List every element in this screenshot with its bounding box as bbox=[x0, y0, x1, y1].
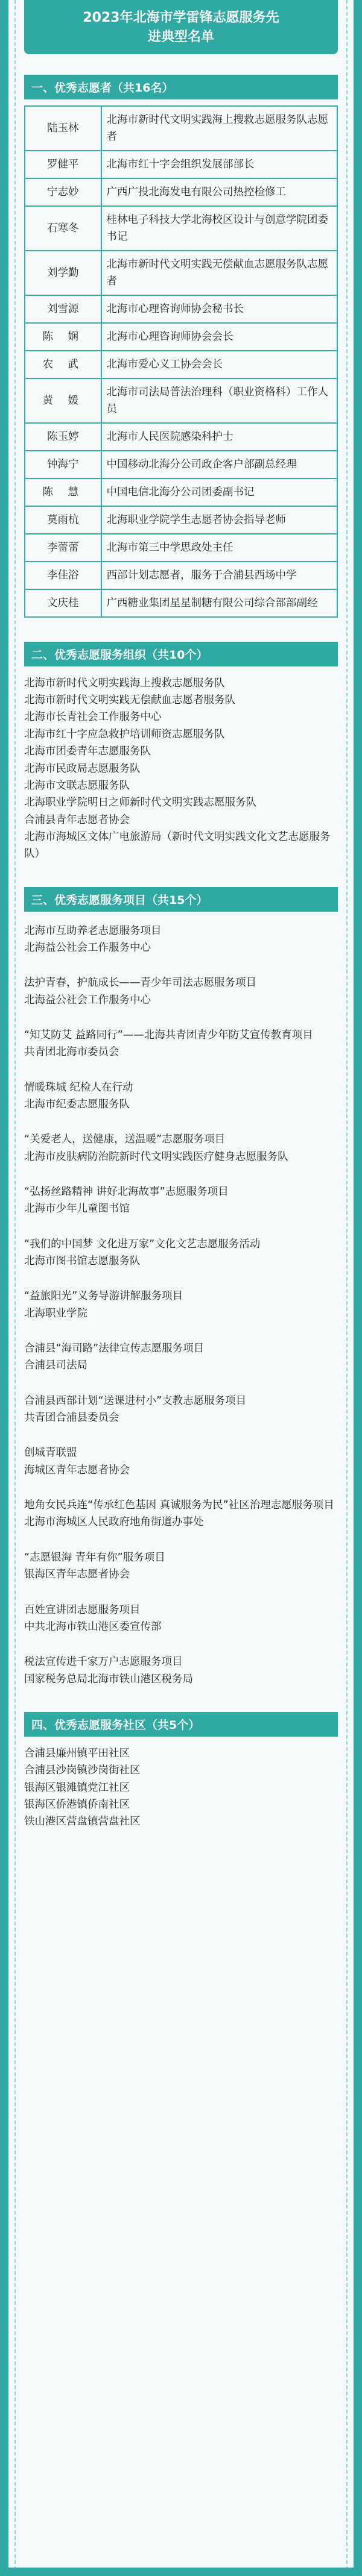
volunteer-affiliation: 北海市司法局普法治理科（职业资格科）工作人员 bbox=[101, 378, 338, 423]
table-row bbox=[25, 562, 337, 589]
organization-list bbox=[24, 675, 338, 863]
project-entry bbox=[24, 1549, 338, 1584]
project-list bbox=[24, 923, 338, 1688]
project-name: 合浦县西部计划“送课进村小”支教志愿服务项目 bbox=[24, 1394, 247, 1407]
section-heading-projects: 三、优秀志愿服务项目（共15个） bbox=[24, 887, 338, 912]
volunteer-name: 文庆桂 bbox=[25, 589, 101, 617]
list-item: 北海市红十字应急救护培训师资志愿服务队 bbox=[24, 728, 225, 741]
project-organizer: 共青团北海市委员会 bbox=[24, 1046, 119, 1059]
table-row bbox=[25, 151, 337, 178]
project-name: “志愿银海 青年有你”服务项目 bbox=[24, 1551, 165, 1564]
volunteer-affiliation: 北海市心理咨询师协会秘书长 bbox=[101, 295, 338, 323]
project-entry bbox=[24, 1497, 338, 1531]
volunteer-name: 刘雪源 bbox=[25, 295, 101, 323]
title-line-2: 进典型名单 bbox=[147, 29, 214, 45]
project-organizer: 国家税务总局北海市铁山港区税务局 bbox=[24, 1673, 193, 1685]
volunteer-affiliation: 北海市人民医院感染科护士 bbox=[101, 423, 338, 451]
table-row bbox=[25, 251, 337, 295]
table-row bbox=[25, 423, 337, 451]
table-row bbox=[25, 295, 337, 323]
section-heading-volunteers: 一、优秀志愿者（共16名） bbox=[24, 75, 338, 99]
list-item: 北海市海城区文体广电旅游局（新时代文明实践文化文艺志愿服务队） bbox=[24, 830, 331, 860]
project-entry bbox=[24, 1131, 338, 1165]
project-name: 税法宣传进千家万户志愿服务项目 bbox=[24, 1656, 183, 1669]
volunteer-name: 陈娴 bbox=[25, 323, 101, 351]
table-row bbox=[25, 506, 337, 534]
volunteer-affiliation: 北海职业学院学生志愿者协会指导老师 bbox=[101, 506, 338, 534]
project-entry bbox=[24, 1027, 338, 1061]
project-name: 地角女民兵连“传承红色基因 真诚服务为民”社区治理志愿服务项目 bbox=[24, 1499, 334, 1512]
volunteer-affiliation: 北海市新时代文明实践海上搜救志愿服务队志愿者 bbox=[101, 106, 338, 151]
project-name: 北海市互助养老志愿服务项目 bbox=[24, 924, 162, 937]
table-row bbox=[25, 206, 337, 251]
section-heading-organizations: 二、优秀志愿服务组织（共10个） bbox=[24, 642, 338, 666]
project-entry bbox=[24, 1340, 338, 1374]
page-title bbox=[24, 0, 338, 54]
list-item: 铁山港区营盘镇营盘社区 bbox=[24, 1816, 141, 1828]
volunteer-name: 石寒冬 bbox=[25, 206, 101, 251]
table-row bbox=[25, 178, 337, 206]
list-item: 北海市新时代文明实践海上搜救志愿服务队 bbox=[24, 677, 225, 689]
table-row bbox=[25, 351, 337, 378]
list-item: 北海市团委青年志愿服务队 bbox=[24, 745, 151, 758]
project-organizer: 北海益公社会工作服务中心 bbox=[24, 994, 151, 1006]
project-name: “知艾防艾 益路同行”——北海共青团青少年防艾宣传教育项目 bbox=[24, 1029, 313, 1041]
list-item: 合浦县青年志愿者协会 bbox=[24, 813, 130, 826]
project-entry bbox=[24, 1653, 338, 1688]
project-entry bbox=[24, 1288, 338, 1322]
project-name: 法护青春，护航成长——青少年司法志愿服务项目 bbox=[24, 977, 256, 989]
volunteer-table bbox=[24, 105, 338, 618]
project-organizer: 共青团合浦县委员会 bbox=[24, 1412, 119, 1424]
list-item: 银海区银滩镇党江社区 bbox=[24, 1781, 130, 1794]
project-organizer: 北海市图书馆志愿服务队 bbox=[24, 1255, 141, 1268]
list-item: 合浦县沙岗镇沙岗街社区 bbox=[24, 1764, 141, 1777]
volunteer-name: 罗健平 bbox=[25, 151, 101, 178]
volunteer-name: 宁志妙 bbox=[25, 178, 101, 206]
volunteer-affiliation: 中国移动北海分公司政企客户部副总经理 bbox=[101, 451, 338, 478]
project-organizer: 合浦县司法局 bbox=[24, 1359, 87, 1372]
project-entry bbox=[24, 1602, 338, 1636]
project-entry bbox=[24, 923, 338, 957]
community-list bbox=[24, 1745, 338, 1831]
table-row bbox=[25, 534, 337, 562]
volunteer-name: 黄媛 bbox=[25, 378, 101, 423]
volunteer-affiliation: 北海市红十字会组织发展部部长 bbox=[101, 151, 338, 178]
project-entry bbox=[24, 1393, 338, 1427]
list-item: 北海市长青社会工作服务中心 bbox=[24, 711, 162, 724]
volunteer-name: 陈慧 bbox=[25, 478, 101, 506]
volunteer-name: 李佳浴 bbox=[25, 562, 101, 589]
project-entry bbox=[24, 1236, 338, 1270]
project-entry bbox=[24, 1079, 338, 1114]
project-entry bbox=[24, 1183, 338, 1218]
volunteer-name: 陈玉婷 bbox=[25, 423, 101, 451]
table-row bbox=[25, 323, 337, 351]
volunteer-affiliation: 北海市第三中学思政处主任 bbox=[101, 534, 338, 562]
volunteer-name: 李蕾蕾 bbox=[25, 534, 101, 562]
title-line-1: 2023年北海市学雷锋志愿服务先 bbox=[83, 10, 279, 25]
project-name: 合浦县“海司路”法律宣传志愿服务项目 bbox=[24, 1343, 205, 1355]
table-row bbox=[25, 378, 337, 423]
volunteer-affiliation: 北海市心理咨询师协会会长 bbox=[101, 323, 338, 351]
list-item: 北海职业学院明日之师新时代文明实践志愿服务队 bbox=[24, 797, 256, 809]
table-row bbox=[25, 478, 337, 506]
volunteer-name: 陆玉林 bbox=[25, 106, 101, 151]
project-entry bbox=[24, 974, 338, 1009]
table-row bbox=[25, 589, 337, 617]
volunteer-name: 钟海宁 bbox=[25, 451, 101, 478]
project-name: “益旅阳光”义务导游讲解服务项目 bbox=[24, 1290, 183, 1303]
project-organizer: 北海市纪委志愿服务队 bbox=[24, 1098, 130, 1111]
table-row bbox=[25, 106, 337, 151]
project-name: 创城青联盟 bbox=[24, 1447, 77, 1459]
list-item: 北海市文联志愿服务队 bbox=[24, 779, 130, 792]
project-name: 百姓宣讲团志愿服务项目 bbox=[24, 1603, 141, 1616]
project-entry bbox=[24, 1444, 338, 1479]
volunteer-affiliation: 桂林电子科技大学北海校区设计与创意学院团委书记 bbox=[101, 206, 338, 251]
section-heading-communities: 四、优秀志愿服务社区（共5个） bbox=[24, 1712, 338, 1737]
table-row bbox=[25, 451, 337, 478]
volunteer-affiliation: 中国电信北海分公司团委副书记 bbox=[101, 478, 338, 506]
volunteer-affiliation: 北海市爱心义工协会会长 bbox=[101, 351, 338, 378]
volunteer-affiliation: 广西糖业集团星星制糖有限公司综合部部副经 bbox=[101, 589, 338, 617]
volunteer-name: 农武 bbox=[25, 351, 101, 378]
project-organizer: 北海市少年儿童图书馆 bbox=[24, 1203, 130, 1215]
volunteer-affiliation: 广西广投北海发电有限公司热控检修工 bbox=[101, 178, 338, 206]
list-item: 北海市新时代文明实践无偿献血志愿者服务队 bbox=[24, 694, 235, 707]
project-name: “关爱老人，送健康，送温暖”志愿服务项目 bbox=[24, 1133, 226, 1146]
volunteer-affiliation: 北海市新时代文明实践无偿献血志愿服务队志愿者 bbox=[101, 251, 338, 295]
volunteer-name: 莫雨杭 bbox=[25, 506, 101, 534]
project-name: 情暖珠城 纪检人在行动 bbox=[24, 1081, 133, 1094]
list-item: 合浦县廉州镇平田社区 bbox=[24, 1747, 130, 1760]
content bbox=[24, 0, 338, 1831]
project-organizer: 北海益公社会工作服务中心 bbox=[24, 941, 151, 954]
project-name: “弘扬丝路精神 讲好北海故事”志愿服务项目 bbox=[24, 1186, 229, 1198]
project-organizer: 银海区青年志愿者协会 bbox=[24, 1568, 130, 1581]
volunteer-name: 刘学勤 bbox=[25, 251, 101, 295]
bottom-bar bbox=[0, 2568, 362, 2576]
list-item: 北海市民政局志愿服务队 bbox=[24, 762, 141, 775]
project-name: “我们的中国梦 文化进万家”文化文艺志愿服务活动 bbox=[24, 1238, 261, 1250]
project-organizer: 北海职业学院 bbox=[24, 1307, 87, 1320]
project-organizer: 北海市海城区人民政府地角街道办事处 bbox=[24, 1516, 204, 1529]
project-organizer: 海城区青年志愿者协会 bbox=[24, 1464, 130, 1476]
project-organizer: 中共北海市铁山港区委宣传部 bbox=[24, 1620, 162, 1633]
project-organizer: 北海市皮肤病防治院新时代文明实践医疗健身志愿服务队 bbox=[24, 1150, 288, 1163]
list-item: 银海区侨港镇侨南社区 bbox=[24, 1798, 130, 1811]
volunteer-affiliation: 西部计划志愿者，服务于合浦县西场中学 bbox=[101, 562, 338, 589]
